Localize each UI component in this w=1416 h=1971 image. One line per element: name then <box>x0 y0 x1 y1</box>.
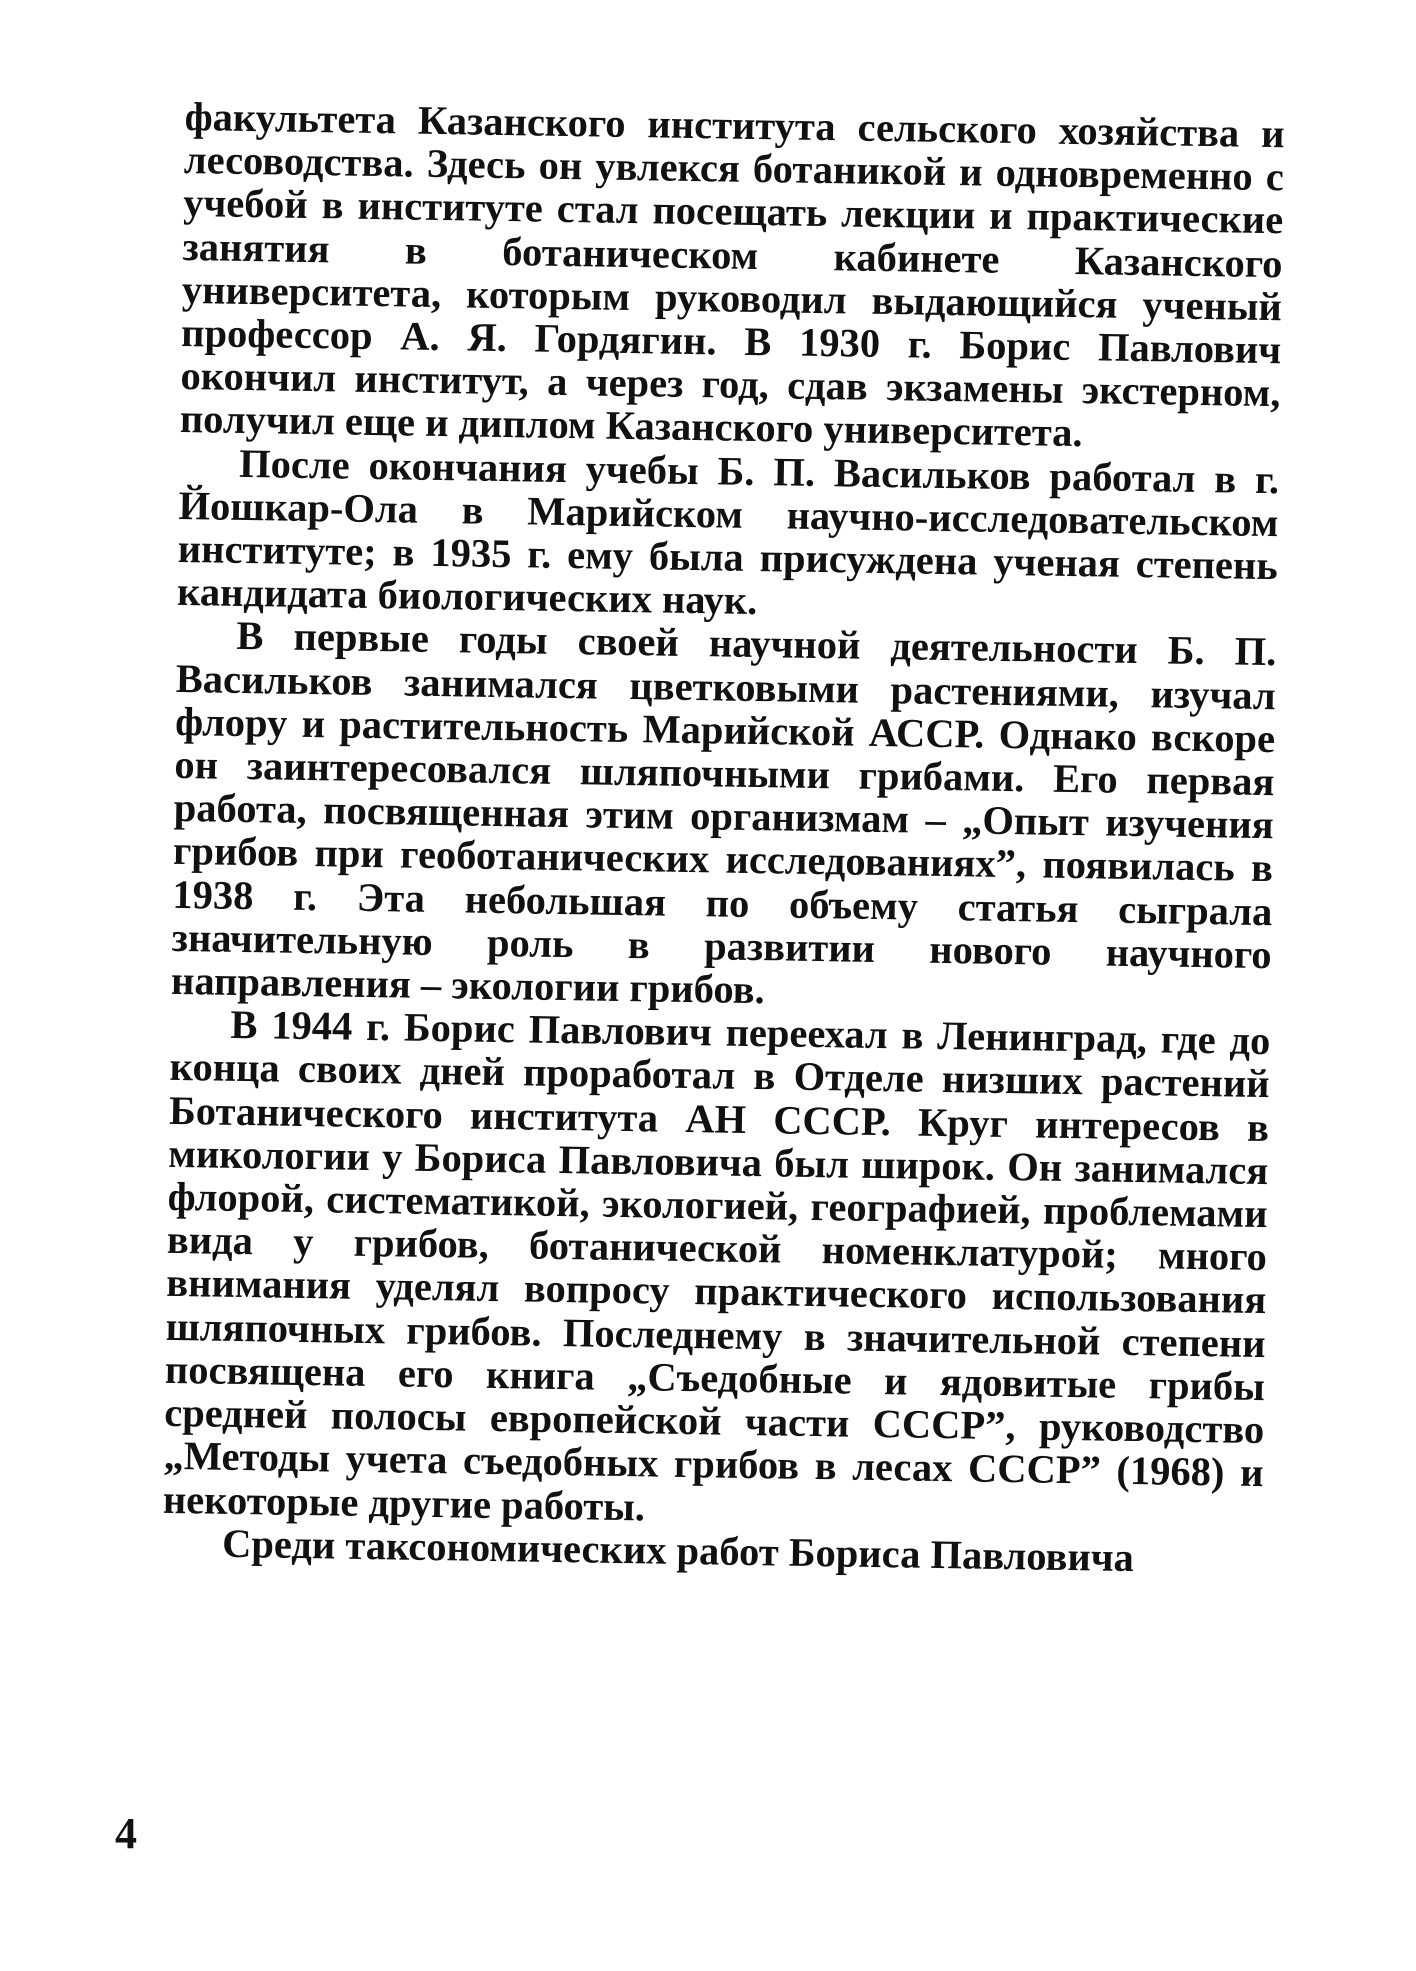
paragraph-1: факультета Казанского института сельского хозяйства и лесоводства. Здесь он увлекся ботаникой и одновременно с учебой в институте стал посещать лекции и практические занятия в ботаническом кабинете Казанского университета, которым руководил выдающийся ученый профессор А. Я. Гордягин. В 1930 г. Борис Павлович окончил институт, а через год, сдав экзамены экстерном, получил еще и диплом Казанского университета. <box>179 94 1285 456</box>
paragraph-2: После окончания учебы Б. П. Васильков работал в г. Йошкар-Ола в Марийском научно-исследовательском институте; в 1935 г. ему была присуждена ученая степень кандидата биологических наук. <box>176 440 1280 624</box>
page-number: 4 <box>115 1809 137 1858</box>
paragraph-3: В первые годы своей научной деятельности Б. П. Васильков занимался цветковыми растениями, изучал флору и растительность Марийской АССР. Однако вскоре он заинтересовался шляпочными грибами. Его первая работа, посвященная этим организмам – „Опыт изучения грибов при геоботанических исследованиях”, появилась в 1938 г. Эта небольшая по объему статья сыграла значительную роль в развитии нового научного направления – экологии грибов. <box>170 613 1277 1013</box>
paragraph-5: Среди таксономических работ Бориса Павловича <box>221 1520 1135 1580</box>
body-text <box>162 95 1285 1581</box>
paragraph-4: В 1944 г. Борис Павлович переехал в Ленинград, где до конца своих дней проработал в Отделе низших растений Ботанического института АН СССР. Круг интересов в микологии у Бориса Павловича был широк. Он занимался флорой, систематикой, экологией, географией, проблемами вида у грибов, ботанической номенклатурой; много внимания уделял вопросу практического использования шляпочных грибов. Последнему в значительной степени посвящена его книга „Съедобные и ядовитые грибы средней полосы европейской части СССР”, руководство „Методы учета съедобных грибов в лесах СССР” (1968) и некоторые другие работы. <box>162 1002 1271 1529</box>
